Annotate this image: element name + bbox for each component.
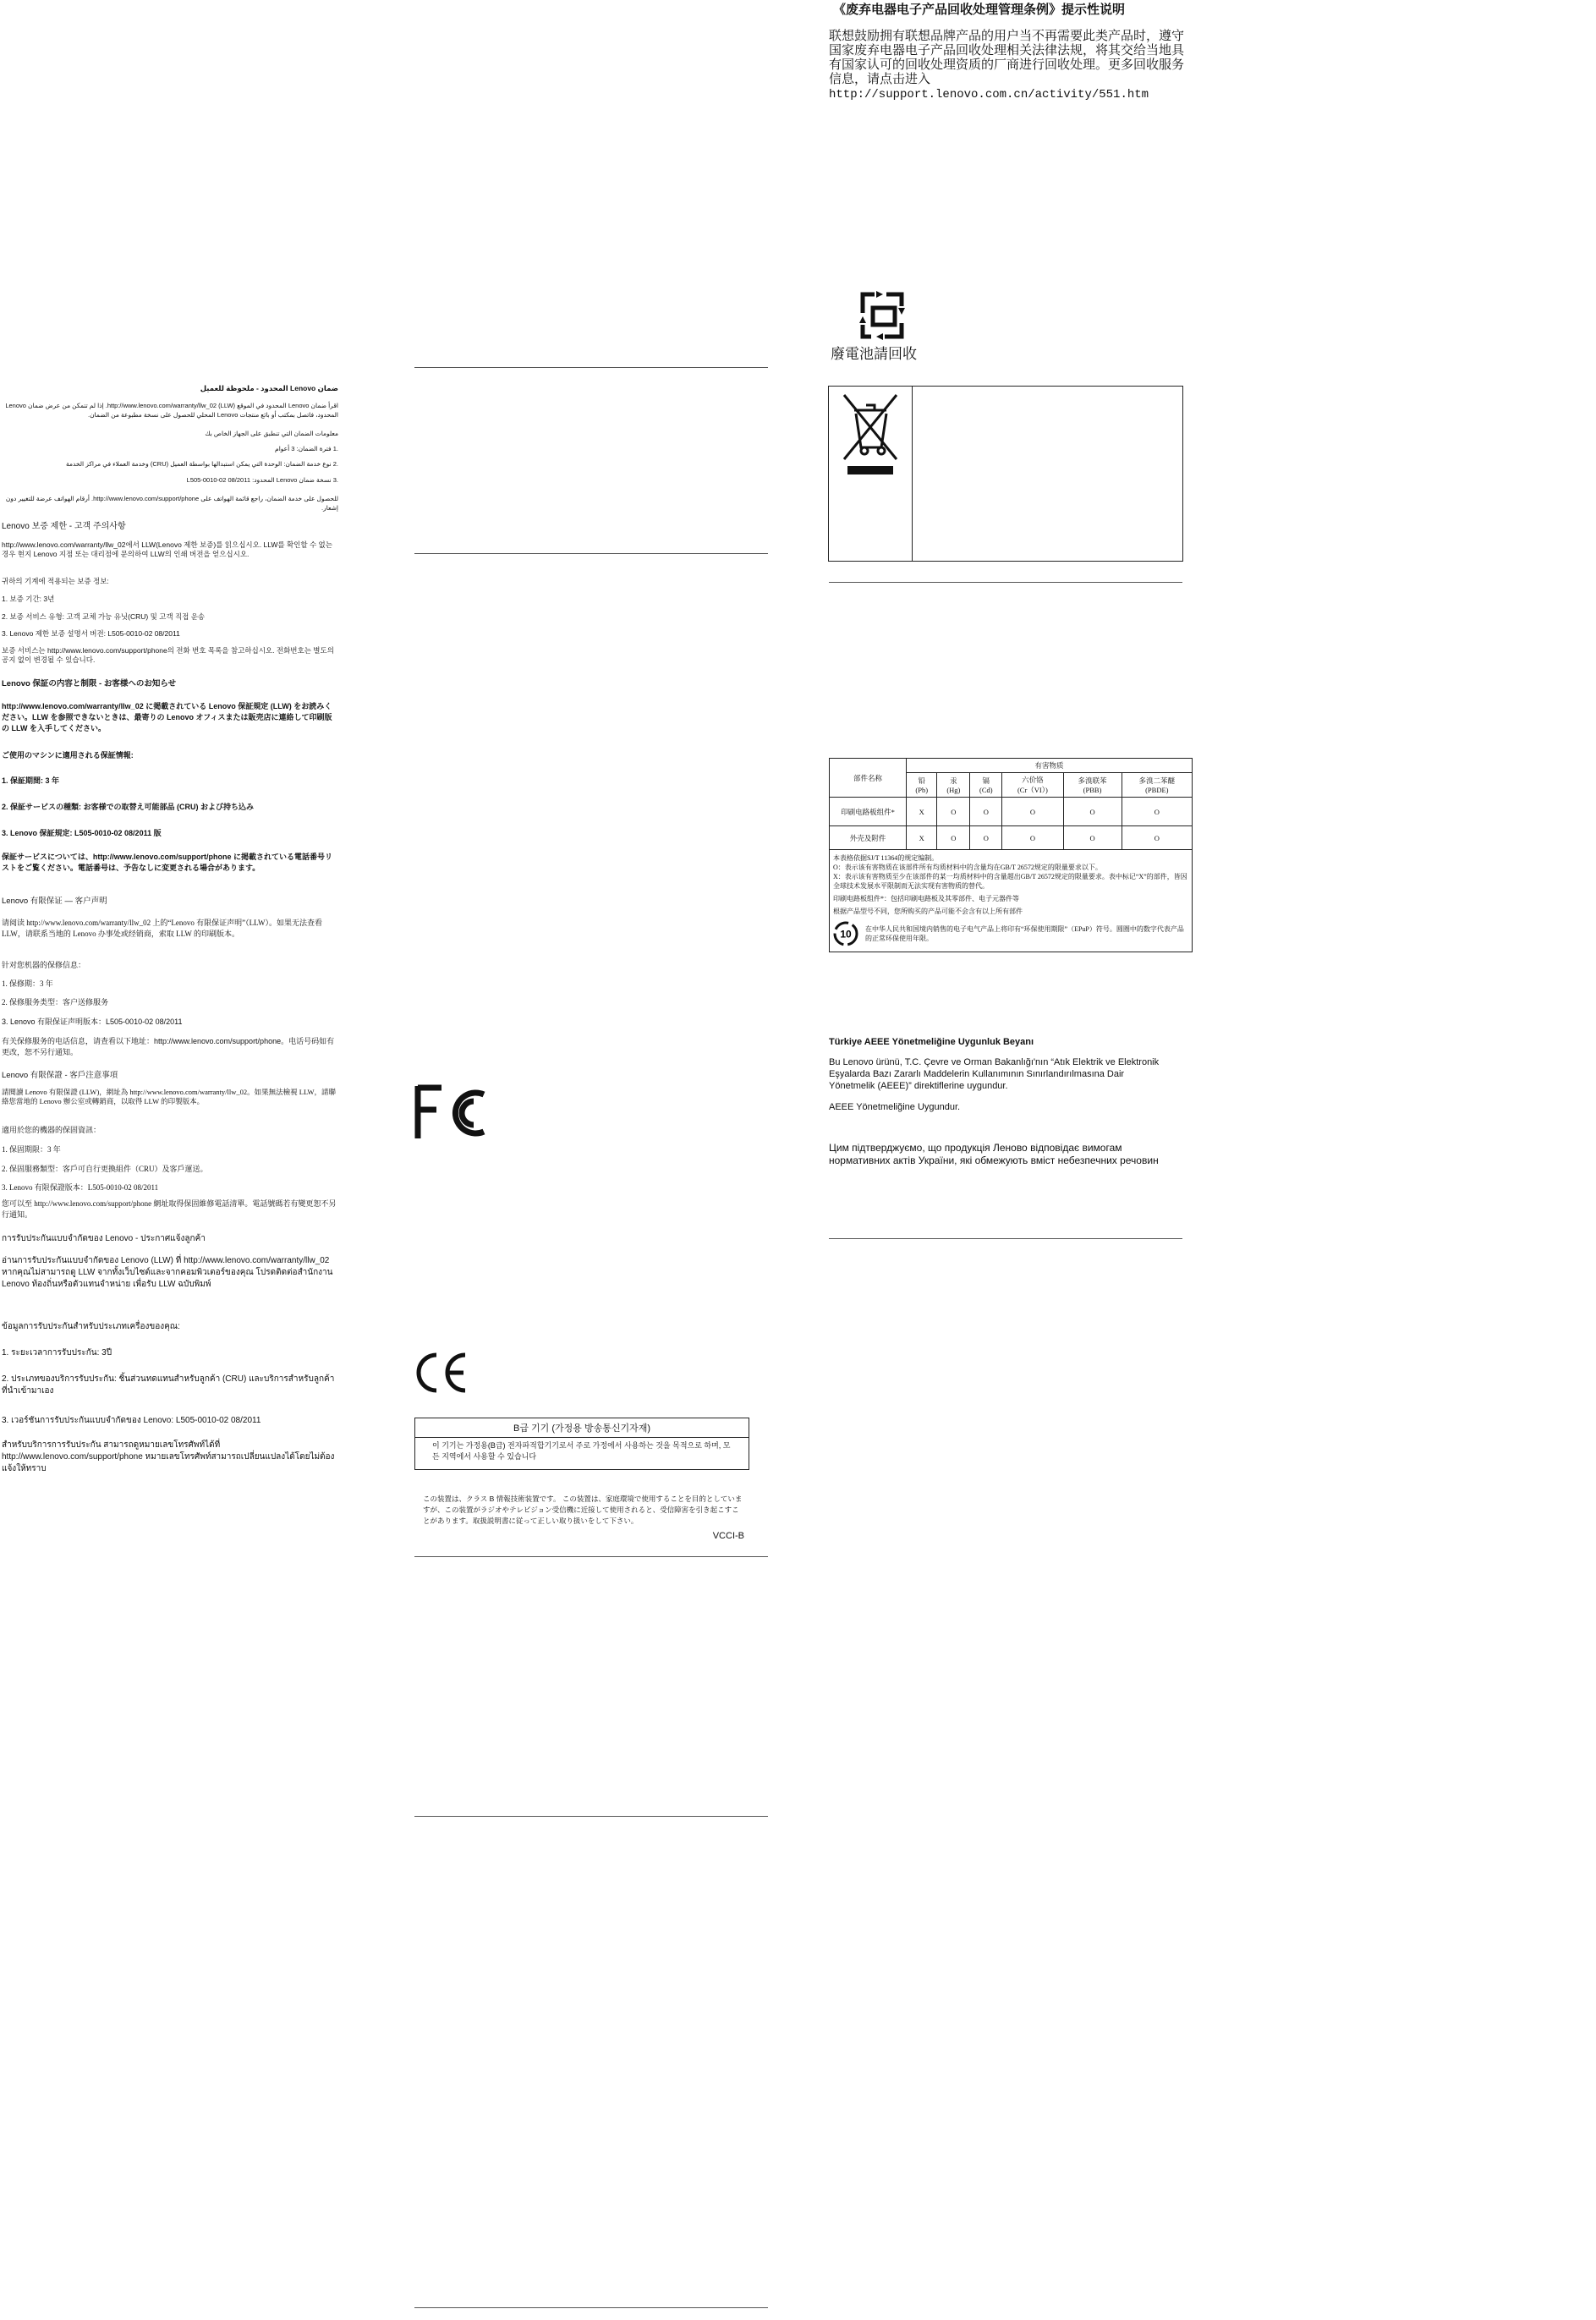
hazard-column-header: 六价铬 (Cr（VI）) (1002, 773, 1063, 798)
battery-recycle-label: 廢電池請回收 (831, 346, 917, 362)
korean-title: Lenovo 보증 제한 - 고객 주의사항 (2, 522, 126, 531)
hazard-cell: O (1063, 798, 1122, 826)
hazard-cell: X (907, 798, 937, 826)
thai-paragraph: ข้อมูลการรับประกันสำหรับประเภทเครื่องของคุณ: (2, 1322, 180, 1331)
japanese-title: Lenovo 保証の内容と制限 - お客様へのお知らせ (2, 679, 177, 688)
separator-rule (414, 2307, 768, 2308)
turkish-body: Bu Lenovo ürünü, T.C. Çevre ve Orman Bakanlığı'nın “Atık Elektrik ve Elektronik Eşyalarda Bazı Zararlı Maddelerin Kullanımının Sınırlandırılmasına Dair Yönetmelik (AEEE)” direktiflerine uygundur. (829, 1057, 1160, 1091)
hazard-cell: O (937, 826, 970, 850)
separator-rule (829, 582, 1182, 583)
japanese-paragraph: 保証サービスについては、http://www.lenovo.com/support/phone に掲載されている電話番号リストをご覧ください。電話番号は、予告なしに変更される場合があります。 (2, 853, 332, 872)
hazard-column-header: 多溴二苯醚 (PBDE) (1122, 773, 1192, 798)
tchinese-paragraph: 2. 保固服務類型：客戶可自行更換組件（CRU）及客戶運送。 (2, 1165, 208, 1173)
japanese-paragraph: ご使用のマシンに適用される保証情報: (2, 751, 134, 760)
japanese-paragraph: http://www.lenovo.com/warranty/llw_02 に掲載されている Lenovo 保証規定 (LLW) をお読みください。LLW を参照できないときは、最寄りの Lenovo オフィスまたは販売店に連絡して印刷版の LLW を入手してください。 (2, 702, 332, 732)
hazard-group-header: 有害物质 (907, 759, 1193, 773)
hazard-note: 印刷电路板组件*：包括印刷电路板及其零部件、电子元器件等 (833, 895, 1019, 902)
separator-rule (829, 1238, 1182, 1239)
schinese-paragraph: 3. Lenovo 有限保证声明版本：L505-0010-02 08/2011 (2, 1017, 183, 1026)
table-row (830, 826, 1193, 850)
hazard-notes (829, 850, 1193, 952)
separator-rule (414, 367, 768, 368)
ukrainian-declaration (829, 1142, 1184, 1167)
hazard-note: O：表示该有害物质在该部件所有均质材料中的含量均在GB/T 26572规定的限量要求以下。 (833, 864, 1102, 871)
hazard-cell: O (970, 826, 1002, 850)
korean-paragraph: 보증 서비스는 http://www.lenovo.com/support/phone의 전화 번호 목록을 참고하십시오. 전화번호는 별도의 공지 없이 변경될 수 있습니다. (2, 646, 337, 664)
vcci-body: この装置は、クラス B 情報技術装置です。 この装置は、家庭環境で使用することを目的としていますが、この装置がラジオやテレビジョン受信機に近接して使用されると、受信障害を引き起こすことがあります。取扱説明書に従って正しい取り扱いをして下さい。 (423, 1495, 743, 1525)
turkish-declaration (829, 1037, 1184, 1112)
hazard-part-name: 印刷电路板组件* (830, 798, 907, 826)
schinese-paragraph: 请阅读 http://www.lenovo.com/warranty/llw_02 上的“Lenovo 有限保证声明”（LLW）。如果无法查看 LLW，请联系当地的 Lenovo 办事处或经销商，索取 LLW 的印刷版本。 (2, 919, 325, 938)
hazard-table (829, 758, 1193, 850)
thai-paragraph: 2. ประเภทของบริการรับประกัน: ชิ้นส่วนทดแทนสำหรับลูกค้า (CRU) และบริการสำหรับลูกค้าที่นำเข้ามาเอง (2, 1374, 335, 1396)
hazard-note: 根据产品型号不同，您所购买的产品可能不会含有以上所有部件 (833, 908, 1023, 915)
separator-rule (414, 1816, 768, 1817)
japanese-paragraph: 1. 保証期間: 3 年 (2, 776, 60, 785)
turkish-line2: AEEE Yönetmeliğine Uygundur. (829, 1102, 961, 1112)
thai-paragraph: 1. ระยะเวลาการรับประกัน: 3ปี (2, 1348, 112, 1357)
schinese-paragraph: 2. 保修服务类型：客户送修服务 (2, 998, 109, 1006)
ce-logo (414, 1352, 469, 1394)
korea-emc-title: B급 기기 (가정용 방송통신기자재) (415, 1418, 749, 1438)
tchinese-title: Lenovo 有限保證 - 客戶注意事項 (2, 1071, 118, 1080)
hazard-cell: O (1002, 826, 1063, 850)
hazard-table-section (829, 758, 1193, 952)
hazard-part-name: 外壳及附件 (830, 826, 907, 850)
hazard-note: 本表格依据SJ/T 11364的规定编制。 (833, 854, 939, 862)
arabic-paragraph: .2 نوع خدمة الضمان: الوحدة التي يمكن استبدالها بواسطة العميل (CRU) وخدمة العملاء في مراكز الخدمة (65, 460, 338, 468)
arabic-title: ضمان Lenovo المحدود - ملحوظة للعميل (200, 384, 338, 392)
hazard-cell: O (970, 798, 1002, 826)
schinese-paragraph: 有关保修服务的电话信息，请查看以下地址：http://www.lenovo.com/support/phone。电话号码如有更改，恕不另行通知。 (2, 1037, 335, 1056)
korea-emc-box (414, 1418, 749, 1470)
efup-number: 10 (840, 928, 852, 941)
korean-paragraph: 3. Lenovo 제한 보증 설명서 버전: L505-0010-02 08/2011 (2, 629, 180, 638)
tchinese-paragraph: 適用於您的機器的保固資訊： (2, 1126, 101, 1134)
hazard-column-header: 铅 (Pb) (907, 773, 937, 798)
crossed-out-bin-icon (841, 392, 900, 476)
weee-bin-box (828, 386, 1183, 562)
weee-china-link[interactable]: http://support.lenovo.com.cn/activity/551.htm (829, 88, 1149, 101)
hazard-cell: O (1122, 826, 1192, 850)
arabic-paragraph: .3 نسخة ضمان Lenovo المحدود: L505-0010-02 08/2011 (186, 476, 338, 484)
korea-emc-body: 이 기기는 가정용(B급) 전자파적합기기로서 주로 가정에서 사용하는 것을 목적으로 하며, 모든 지역에서 사용할 수 있습니다 (432, 1441, 731, 1461)
korean-paragraph: 2. 보증 서비스 유형: 고객 교체 가능 유닛(CRU) 및 고객 직접 운송 (2, 612, 206, 621)
korean-paragraph: 1. 보증 기간: 3년 (2, 595, 55, 603)
schinese-paragraph: 1. 保修期：3 年 (2, 979, 53, 988)
hazard-cell: O (1002, 798, 1063, 826)
hazard-note: X：表示该有害物质至少在该部件的某一均质材料中的含量超出GB/T 26572规定的限量要求。表中标记“X”的部件，皆因全球技术发展水平限制而无法实现有害物质的替代。 (833, 873, 1187, 890)
japanese-paragraph: 2. 保証サービスの種類: お客様での取替え可能部品 (CRU) および持ち込み (2, 803, 254, 811)
vcci-statement (423, 1494, 749, 1541)
efup-10-icon (833, 921, 858, 946)
hazard-cell: O (1063, 826, 1122, 850)
arabic-paragraph: للحصول على خدمة الضمان، راجع قائمة الهواتف على http://www.lenovo.com/support/phone. أرقام الهواتف عرضة للتغيير دون إشعار. (3, 495, 338, 512)
hazard-column-header: 镉 (Cd) (970, 773, 1002, 798)
arabic-paragraph: .1 فترة الضمان: 3 أعوام (275, 445, 338, 452)
tchinese-paragraph: 3. Lenovo 有限保證版本：L505-0010-02 08/2011 (2, 1183, 159, 1192)
tchinese-paragraph: 請閱讀 Lenovo 有限保證 (LLW)，網址為 http://www.lenovo.com/warranty/llw_02。如果無法檢視 LLW，請聯絡您當地的 Lenovo 辦公室或轉銷商，以取得 LLW 的印製版本。 (2, 1088, 337, 1105)
hazard-cell: O (1122, 798, 1192, 826)
hazard-cell: O (937, 798, 970, 826)
table-row (830, 798, 1193, 826)
tchinese-paragraph: 您可以至 http://www.lenovo.com/support/phone 網址取得保固維修電話清單。電話號碼若有變更恕不另行通知。 (2, 1199, 337, 1219)
separator-rule (414, 1556, 768, 1557)
vcci-mark: VCCI-B (712, 1531, 744, 1541)
weee-china-text: 联想鼓励拥有联想品牌产品的用户当不再需要此类产品时，遵守国家废弃电器电子产品回收处理相关法律法规，将其交给当地具有国家认可的回收处理资质的厂商进行回收处理。更多回收服务信息，请点击进入 (829, 30, 1185, 86)
battery-recycle (829, 289, 917, 365)
hazard-column-header: 汞 (Hg) (937, 773, 970, 798)
thai-paragraph: อ่านการรับประกันแบบจำกัดของ Lenovo (LLW) ที่ http://www.lenovo.com/warranty/llw_02 หากคุณไม่สามารถดู LLW จากทั้งเว็บไซต์และจากคอมพิวเตอร์ของคุณ โปรดติดต่อสำนักงาน Lenovo ท้องถิ่นหรือตัวแทนจำหน่าย เพื่อรับ LLW ฉบับพิมพ์ (2, 1256, 336, 1289)
battery-recycle-icon (856, 289, 915, 342)
schinese-title: Lenovo 有限保证 — 客户声明 (2, 897, 107, 906)
schinese-paragraph: 针对您机器的保修信息： (2, 961, 86, 969)
hazard-cell: X (907, 826, 937, 850)
arabic-paragraph: معلومات الضمان التي تنطبق على الجهاز الخاص بك (205, 430, 338, 437)
separator-rule (414, 553, 768, 554)
efup-note: 在中华人民共和国境内销售的电子电气产品上将印有“环保使用期限”（EPuP）符号。圆圈中的数字代表产品的正常环保使用年限。 (865, 925, 1184, 942)
thai-title: การรับประกันแบบจำกัดของ Lenovo - ประกาศแจ้งลูกค้า (2, 1234, 206, 1243)
hazard-part-header: 部件名称 (830, 759, 907, 798)
tchinese-paragraph: 1. 保固期限：3 年 (2, 1145, 61, 1154)
fcc-logo (413, 1083, 489, 1144)
hazard-column-header: 多溴联苯 (PBB) (1063, 773, 1122, 798)
weee-china-title: 《废弃电器电子产品回收处理管理条例》提示性说明 (833, 3, 1126, 17)
korean-paragraph: http://www.lenovo.com/warranty/llw_02에서 LLW(Lenovo 제한 보증)를 읽으십시오. LLW를 확인할 수 없는 경우 현지 Lenovo 지점 또는 대리점에 문의하여 LLW의 인쇄 버전을 얻으십시오. (2, 540, 335, 558)
japanese-paragraph: 3. Lenovo 保証規定: L505-0010-02 08/2011 版 (2, 829, 162, 837)
thai-paragraph: 3. เวอร์ชันการรับประกันแบบจำกัดของ Lenovo: L505-0010-02 08/2011 (2, 1416, 261, 1425)
weee-china-body (829, 30, 1191, 102)
turkish-title: Türkiye AEEE Yönetmeliğine Uygunluk Beyanı (829, 1037, 1034, 1047)
korean-paragraph: 귀하의 기계에 적용되는 보증 정보: (2, 577, 109, 585)
thai-paragraph: สำหรับบริการการรับประกัน สามารถดูหมายเลขโทรศัพท์ได้ที่ http://www.lenovo.com/support/phone หมายเลขโทรศัพท์สามารถเปลี่ยนแปลงได้โดยไม่ต้องแจ้งให้ทราบ (2, 1440, 335, 1473)
arabic-paragraph: اقرأ ضمان Lenovo المحدود في الموقع (LLW) http://www.lenovo.com/warranty/llw_02. إذا لم تتمكن من عرض ضمان Lenovo المحدود، فاتصل بمكتب أو بائع منتجات Lenovo المحلي للحصول على نسخة مطبوعة من الضمان. (3, 402, 338, 419)
ukrainian-body: Цим підтверджуємо, що продукція Леново відповідає вимогам нормативних актів України, які обмежують вміст небезпечних речовин (829, 1142, 1159, 1166)
